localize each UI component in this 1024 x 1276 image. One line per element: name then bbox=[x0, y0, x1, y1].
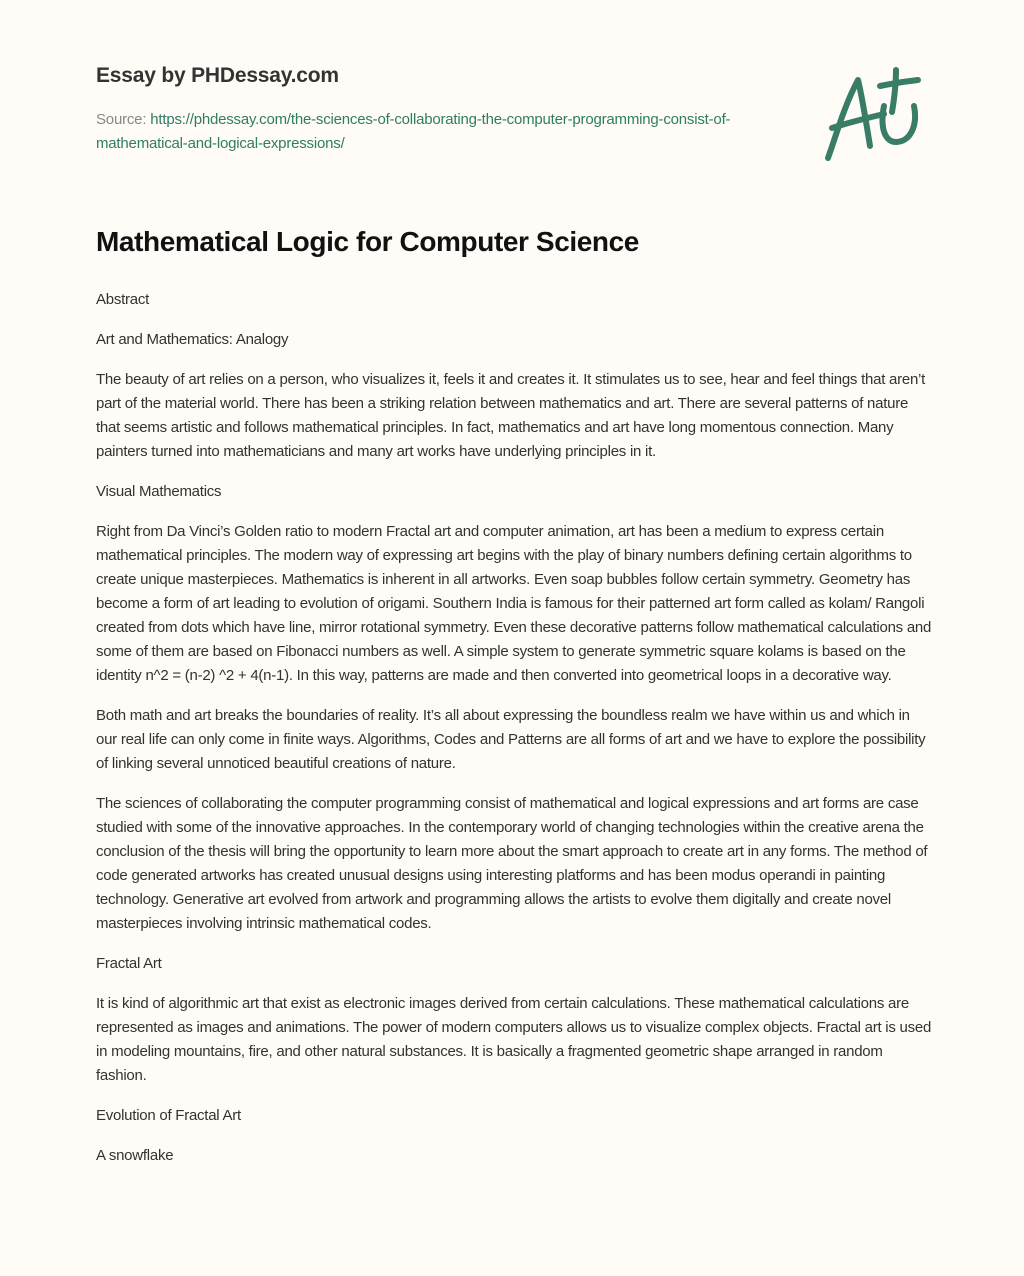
section-heading: Evolution of Fractal Art bbox=[96, 1107, 241, 1124]
source-link[interactable]: https://phdessay.com/the-sciences-of-collaborating-the-computer-programming-consist-of-mathematical-and-logical-expressions/ bbox=[96, 111, 731, 152]
essay-header bbox=[96, 64, 776, 156]
paragraph: The beauty of art relies on a person, who visualizes it, feels it and creates it. It stimulates us to see, hear and feel things that aren’t part of the material world. There has been a striking relation between mathematics and art. There are several patterns of nature that seems artistic and follows mathematical principles. In fact, mathematics and art have long momentous connection. Many painters turned into mathematicians and many art works have underlying principles in it. bbox=[96, 371, 926, 460]
section-heading: Abstract bbox=[96, 291, 150, 308]
source-line bbox=[96, 108, 776, 156]
page-title: Mathematical Logic for Computer Science bbox=[96, 226, 639, 257]
a-plus-logo-icon bbox=[822, 66, 926, 164]
section-heading: Visual Mathematics bbox=[96, 483, 222, 500]
paragraph: It is kind of algorithmic art that exist as electronic images derived from certain calculations. These mathematical calculations are represented as images and animations. The power of modern computers allows us to visualize complex objects. Fractal art is used in modeling mountains, fire, and other natural substances. It is basically a fragmented geometric shape arranged in random fashion. bbox=[96, 995, 932, 1084]
paragraph: Right from Da Vinci’s Golden ratio to modern Fractal art and computer animation, art has been a medium to express certain mathematical principles. The modern way of expressing art begins with the play of binary numbers defining certain algorithms to create unique masterpieces. Mathematics is inherent in all artworks. Even soap bubbles follow certain symmetry. Geometry has become a form of art leading to evolution of origami. Southern India is famous for their patterned art form called as kolam/ Rangoli created from dots which have line, mirror rotational symmetry. Even these decorative patterns follow mathematical calculations and some of them are based on Fibonacci numbers as well. A simple system to generate symmetric square kolams is based on the identity n^2 = (n-2) ^2 + 4(n-1). In this way, patterns are made and then converted into geometrical loops in a decorative way. bbox=[96, 523, 932, 684]
section-heading: Art and Mathematics: Analogy bbox=[96, 331, 289, 348]
section-heading: Fractal Art bbox=[96, 955, 162, 972]
brand-title: Essay by PHDessay.com bbox=[96, 64, 339, 87]
paragraph: The sciences of collaborating the computer programming consist of mathematical and logical expressions and art forms are case studied with some of the innovative approaches. In the contemporary world of changing technologies within the creative arena the conclusion of the thesis will bring the opportunity to learn more about the smart approach to create art in any forms. The method of code generated artworks has created unusual designs using interesting platforms and has been modus operandi in painting technology. Generative art evolved from artwork and programming allows the artists to evolve them digitally and create novel masterpieces involving intrinsic mathematical codes. bbox=[96, 795, 928, 932]
paragraph: Both math and art breaks the boundaries of reality. It’s all about expressing the boundless realm we have within us and which in our real life can only come in finite ways. Algorithms, Codes and Patterns are all forms of art and we have to explore the possibility of linking several unnoticed beautiful creations of nature. bbox=[96, 707, 926, 772]
section-heading: A snowflake bbox=[96, 1147, 174, 1164]
source-label: Source: bbox=[96, 111, 151, 128]
article bbox=[96, 226, 932, 1184]
